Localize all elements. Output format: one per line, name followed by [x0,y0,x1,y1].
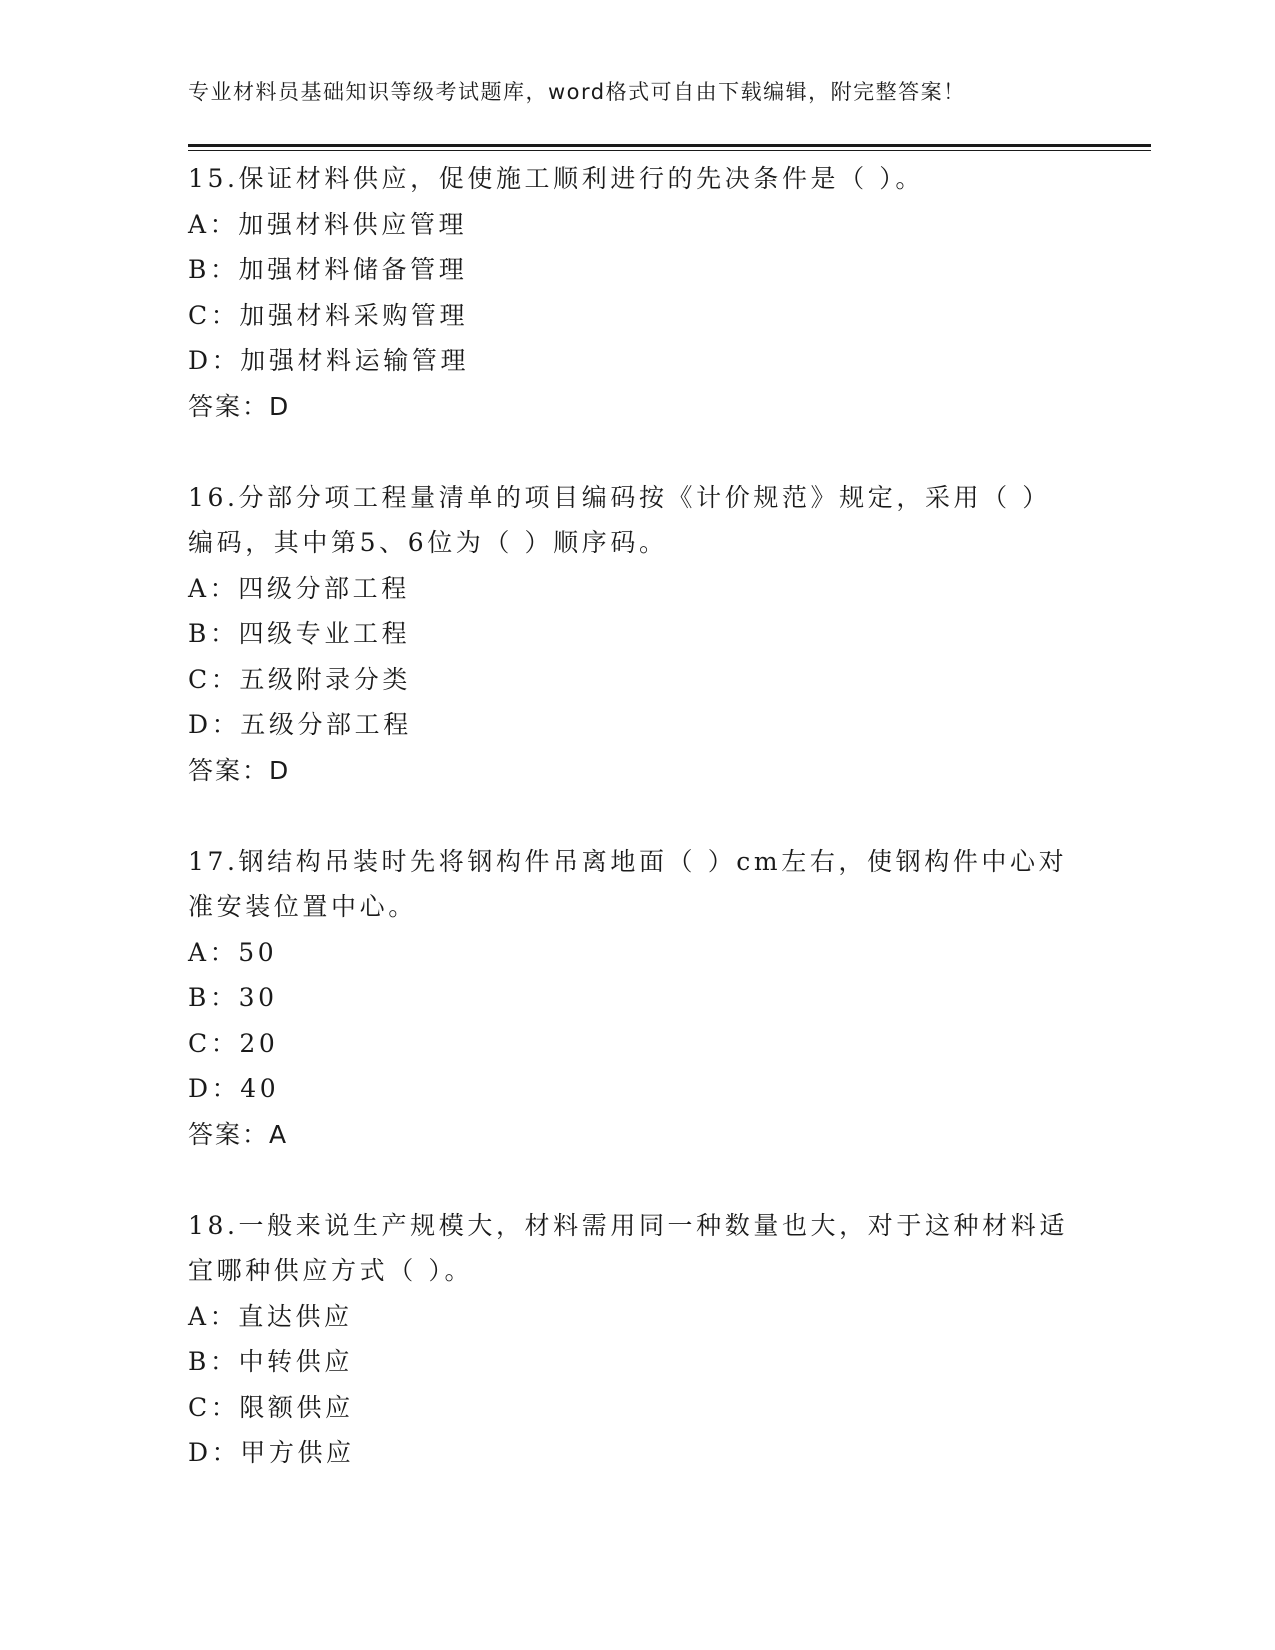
question-stem-continued: 宜哪种供应方式（ ）。 [188,1256,474,1285]
question-stem-continued: 编码，其中第5、6位为（ ）顺序码。 [188,528,668,557]
question-16 [188,475,1088,794]
answer: 答案：A [188,1119,289,1149]
option-a: A：加强材料供应管理 [188,209,468,239]
option-d: D：加强材料运输管理 [188,346,470,375]
question-stem: 18.一般来说生产规模大，材料需用同一种数量也大，对于这种材料适 [188,1210,1068,1240]
answer: 答案：D [188,755,291,785]
option-b: B：30 [188,983,278,1012]
header-divider-thick [188,144,1151,147]
option-c: C：限额供应 [188,1392,354,1422]
option-a: A：直达供应 [188,1301,353,1331]
option-b: B：四级专业工程 [188,619,411,648]
question-stem: 17.钢结构吊装时先将钢构件吊离地面（ ）cm左右，使钢构件中心对 [188,846,1068,876]
question-stem: 16.分部分项工程量清单的项目编码按《计价规范》规定，采用（ ） [188,482,1051,512]
option-c: C：20 [188,1028,279,1058]
spacer [188,793,1088,839]
question-18 [188,1203,1088,1476]
option-d: D：40 [188,1074,280,1103]
option-a: A：50 [188,937,278,967]
option-b: B：中转供应 [188,1347,353,1376]
question-stem-continued: 准安装位置中心。 [188,892,417,921]
option-d: D：五级分部工程 [188,710,412,739]
option-b: B：加强材料储备管理 [188,255,468,284]
option-d: D：甲方供应 [188,1438,355,1467]
question-list [188,156,1088,1476]
answer: 答案：D [188,391,291,421]
question-17 [188,839,1088,1158]
page-header: 专业材料员基础知识等级考试题库，word格式可自由下载编辑，附完整答案！ [188,80,966,104]
spacer [188,429,1088,475]
option-c: C：加强材料采购管理 [188,300,469,330]
option-c: C：五级附录分类 [188,664,411,694]
question-15 [188,156,1088,429]
spacer [188,1157,1088,1203]
header-divider-thin [188,150,1151,151]
question-stem: 15.保证材料供应，促使施工顺利进行的先决条件是（ ）。 [188,164,925,193]
option-a: A：四级分部工程 [188,573,410,603]
